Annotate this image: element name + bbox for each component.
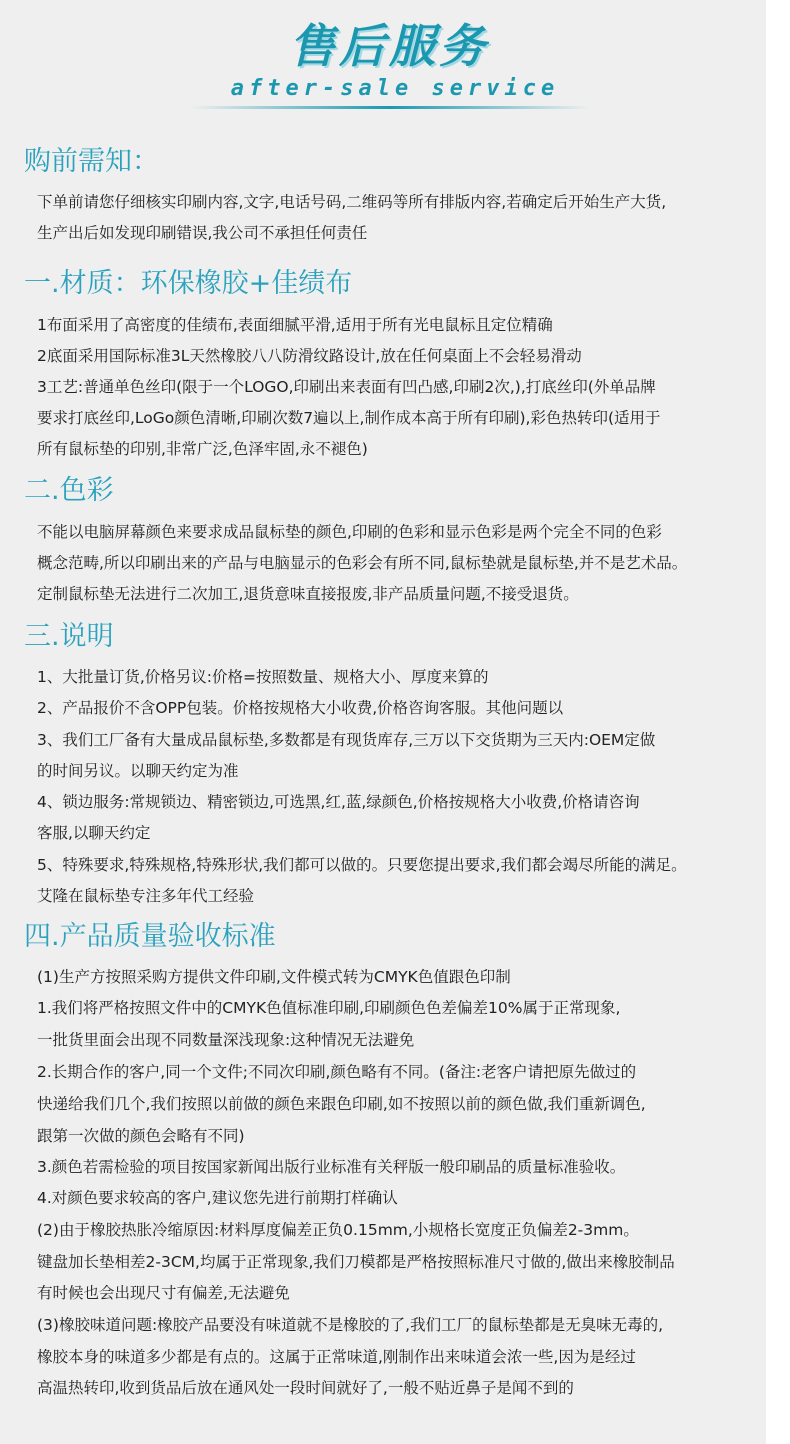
section-line: 的时间另议。以聊天约定为准	[37, 762, 239, 780]
section-line: 有时候也会出现尺寸有偏差,无法避免	[37, 1284, 290, 1302]
section-line: 生产出后如发现印刷错误,我公司不承担任何责任	[37, 224, 368, 242]
section-line: 5、特殊要求,特殊规格,特殊形状,我们都可以做的。只要您提出要求,我们都会竭尽所能的满足。	[37, 856, 687, 874]
section-line: 高温热转印,收到货品后放在通风处一段时间就好了,一般不贴近鼻子是闻不到的	[37, 1379, 574, 1397]
section-line: 1、大批量订货,价格另议:价格=按照数量、规格大小、厚度来算的	[37, 668, 489, 686]
title-divider	[190, 106, 590, 109]
page-title: 售后服务	[289, 19, 489, 73]
section-line: 一批货里面会出现不同数量深浅现象:这种情况无法避免	[37, 1031, 415, 1049]
section-line: 2、产品报价不含OPP包装。价格按规格大小收费,价格咨询客服。其他问题以	[37, 699, 564, 717]
page-subtitle: after-sale service	[230, 76, 560, 101]
section-line: 要求打底丝印,LoGo颜色清晰,印刷次数7遍以上,制作成本高于所有印刷),彩色热转印(适用于	[37, 409, 661, 427]
section-line: 橡胶本身的味道多少都是有点的。这属于正常味道,刚制作出来味道会浓一些,因为是经过	[37, 1348, 636, 1366]
section-title-material: 一.材质：环保橡胶+佳绩布	[24, 268, 353, 299]
section-title-pre-purchase: 购前需知：	[24, 146, 159, 177]
page-edge	[766, 0, 778, 1444]
header-banner	[0, 0, 778, 120]
section-line: 4、锁边服务:常规锁边、精密锁边,可选黑,红,蓝,绿颜色,价格按规格大小收费,价格请咨询	[37, 793, 640, 811]
section-line: 2底面采用国际标准3L天然橡胶八八防滑纹路设计,放在任何桌面上不会轻易滑动	[37, 347, 582, 365]
section-line: 跟第一次做的颜色会略有不同)	[37, 1127, 245, 1145]
section-line: 4.对颜色要求较高的客户,建议您先进行前期打样确认	[37, 1189, 398, 1207]
section-line: 键盘加长垫相差2-3CM,均属于正常现象,我们刀模都是严格按照标准尺寸做的,做出来橡胶制品	[37, 1253, 675, 1271]
section-line: 快递给我们几个,我们按照以前做的颜色来跟色印刷,如不按照以前的颜色做,我们重新调色,	[37, 1095, 646, 1113]
section-line: 艾隆在鼠标垫专注多年代工经验	[37, 887, 255, 905]
section-line: 2.长期合作的客户,同一个文件;不同次印刷,颜色略有不同。(备注:老客户请把原先做过的	[37, 1063, 637, 1081]
section-line: 1布面采用了高密度的佳绩布,表面细腻平滑,适用于所有光电鼠标且定位精确	[37, 316, 553, 334]
section-title-color: 二.色彩	[24, 475, 114, 506]
section-line: (2)由于橡胶热胀冷缩原因:材料厚度偏差正负0.15mm,小规格长宽度正负偏差2-3mm。	[37, 1221, 639, 1239]
section-line: 不能以电脑屏幕颜色来要求成品鼠标垫的颜色,印刷的色彩和显示色彩是两个完全不同的色彩	[37, 523, 662, 541]
section-line: 3工艺:普通单色丝印(限于一个LOGO,印刷出来表面有凹凸感,印刷2次,),打底丝印(外单品牌	[37, 378, 656, 396]
section-line: 3.颜色若需检验的项目按国家新闻出版行业标准有关秤版一般印刷品的质量标准验收。	[37, 1158, 626, 1176]
section-line: 定制鼠标垫无法进行二次加工,退货意味直接报废,非产品质量问题,不接受退货。	[37, 585, 579, 603]
section-line: 所有鼠标垫的印别,非常广泛,色泽牢固,永不褪色)	[37, 440, 368, 458]
section-line: 1.我们将严格按照文件中的CMYK色值标准印刷,印刷颜色色差偏差10%属于正常现象,	[37, 999, 621, 1017]
section-line: (1)生产方按照采购方提供文件印刷,文件模式转为CMYK色值跟色印制	[37, 968, 511, 986]
section-title-notes: 三.说明	[24, 621, 114, 652]
section-line: 概念范畴,所以印刷出来的产品与电脑显示的色彩会有所不同,鼠标垫就是鼠标垫,并不是艺术品。	[37, 554, 688, 572]
section-line: 客服,以聊天约定	[37, 824, 151, 842]
section-line: (3)橡胶味道问题:橡胶产品要没有味道就不是橡胶的了,我们工厂的鼠标垫都是无臭味无毒的,	[37, 1316, 664, 1334]
section-title-quality: 四.产品质量验收标准	[24, 921, 276, 952]
section-line: 下单前请您仔细核实印刷内容,文字,电话号码,二维码等所有排版内容,若确定后开始生产大货,	[37, 193, 667, 211]
section-line: 3、我们工厂备有大量成品鼠标垫,多数都是有现货库存,三万以下交货期为三天内:OEM定做	[37, 731, 656, 749]
